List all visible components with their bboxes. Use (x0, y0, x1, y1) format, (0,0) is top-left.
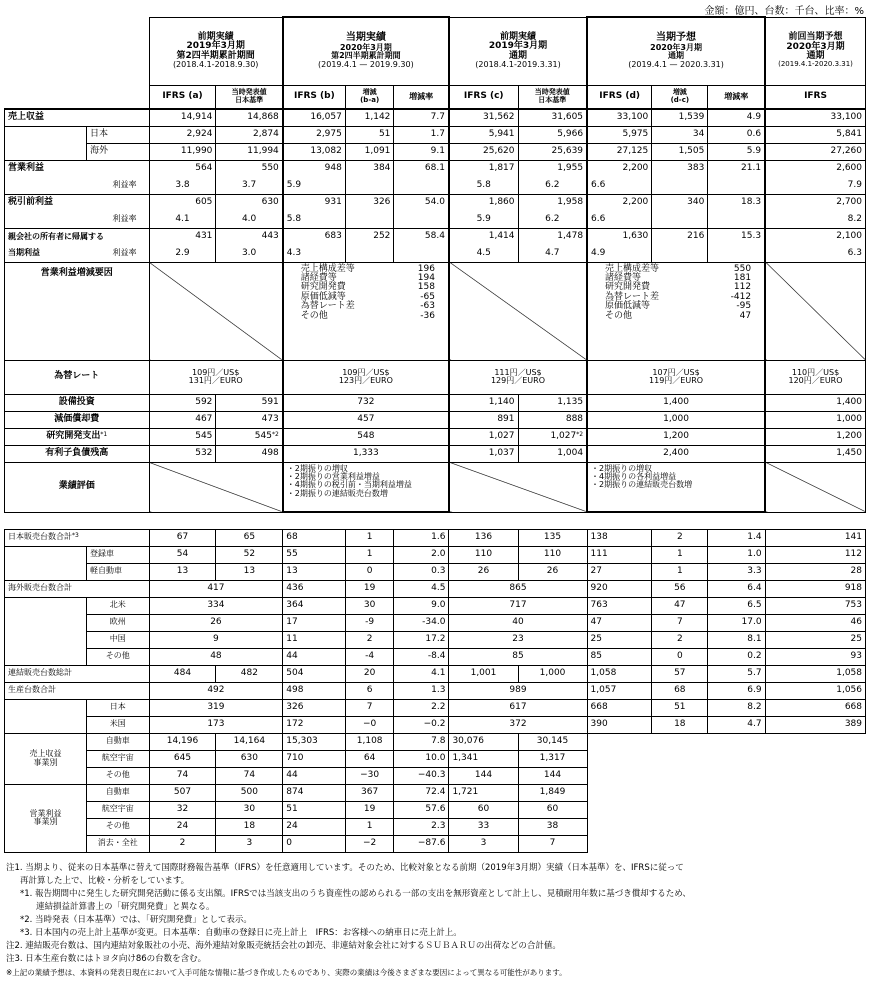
row-op: 営業利益 564 550 948 384 68.1 1,817 1,955 2,200 383 21.1 2,600 (5, 160, 866, 177)
row-na: 北米 334 364 30 9.0 717 763 47 6.5 753 (5, 597, 866, 614)
header-current-half: 当期実績 2020年3月期 第2四半期累計期間 (2019.4.1 — 2019.9.30) (283, 17, 449, 85)
row-seg-op-auto: 営業利益 事業別 自動車 507 500 874 367 72.4 1,721 1,849 (5, 784, 866, 801)
row-jp-total: 日本販売台数合計$^{*3}$ 67 65 68 1 1.6 136 135 138 2 1.4 141 (5, 529, 866, 546)
row-pretax-margin: 利益率 4.1 4.0 5.8 5.9 6.2 6.6 8.2 (5, 211, 866, 228)
note-2: 注2. 連結販売台数は、国内連結対象販社の小売、海外連結対象販売統括会社の卸売、非連結対象会社に対するＳＵＢＡＲＵの出荷などの合計値。 (6, 941, 561, 951)
col-ifrs-e: IFRS (765, 85, 865, 109)
row-seg-sales-aero: 航空宇宙 645 630 710 64 10.0 1,341 1,317 (5, 750, 866, 767)
col-ifrs-d: IFRS (d) (587, 85, 652, 109)
note-star2: *2. 当時発表（日本基準）では、「研究開発費」として表示。 (20, 915, 252, 925)
col-prev-jgaap-a: 当時発表値 日本基準 (216, 85, 283, 109)
row-seg-op-elim: 消去・全社 2 3 0 −2 −87.6 3 7 (5, 835, 866, 852)
row-seg-sales-auto: 売上収益 事業別 自動車 14,196 14,164 15,303 1,108 7.8 30,076 30,145 (5, 733, 866, 750)
header-prev-half: 前期実績 2019年3月期 第2四半期累計期間 (2018.4.1-2018.9.30) (149, 17, 283, 85)
row-fx: 為替レート 109円／US$ 131円／EURO 109円／US$ 123円／EURO 111円／US$ 129円／EURO 107円／US$ 119円／EURO 110円／US$ 120円／EURO (5, 360, 866, 394)
col-prev-jgaap-c: 当時発表値 日本基準 (518, 85, 587, 109)
eval-half: ・2期振りの増収 ・2期振りの営業利益増益 ・4期振りの税引前・当期利益増益 ・2期振りの連結販売台数増 (283, 462, 449, 512)
row-op-factors: 営業利益増減要因 売上構成差等 196 諸経費等 194 研究開発費 158 原価低減等 -65 為替レート差 -63 その他 -36 売上構成差等 550 諸経費等 181 研究開発費 112 為替レート差 -412 原価低減等 -95 その他 47 (5, 262, 866, 360)
row-seg-op-aero: 航空宇宙 32 30 51 19 57.6 60 60 (5, 801, 866, 818)
row-pretax: 税引前利益 605 630 931 326 54.0 1,860 1,958 2,200 340 18.3 2,700 (5, 194, 866, 211)
row-capex: 設備投資 592 591 732 1,140 1,135 1,400 1,400 (5, 394, 866, 411)
row-cn: 中国 9 11 2 17.2 23 25 2 8.1 25 (5, 631, 866, 648)
col-ifrs-b: IFRS (b) (283, 85, 346, 109)
note-3: 注3. 日本生産台数にはトヨタ向け86の台数を含む。 (6, 954, 207, 964)
row-seg-sales-other: その他 74 74 44 −30 −40.3 144 144 (5, 767, 866, 784)
row-registered: 登録車 54 52 55 1 2.0 110 110 111 1 1.0 112 (5, 546, 866, 563)
row-net-margin: 当期利益 利益率 2.9 3.0 4.3 4.5 4.7 4.9 6.3 (5, 245, 866, 262)
row-ov-total: 海外販売台数合計 417 436 19 4.5 865 920 56 6.4 918 (5, 580, 866, 597)
header-prev-full: 前期実績 2019年3月期 通期 (2018.4.1-2019.3.31) (449, 17, 587, 85)
row-seg-op-other: その他 24 18 24 1 2.3 33 38 (5, 818, 866, 835)
note-star3: *3. 日本国内の売上計上基準が変更。日本基準：自動車の登録日に売上計上 IFRS：お客様への納車日に売上計上。 (20, 928, 462, 938)
row-cons-total: 連結販売台数総計 484 482 504 20 4.1 1,001 1,000 1,058 57 5.7 1,058 (5, 665, 866, 682)
note-1: 注1. 当期より、従来の日本基準に替えて国際財務報告基準（IFRS）を任意適用しています。そのため、比較対象となる前期（2019年3月期）実績（日本基準）を、IFRSに従って (6, 863, 684, 873)
row-prod-jp: 日本 319 326 7 2.2 617 668 51 8.2 668 (5, 699, 866, 716)
note-1-cont: 再計算した上で、比較・分析をしています。 (20, 876, 190, 886)
row-prod-total: 生産台数合計 492 498 6 1.3 989 1,057 68 6.9 1,056 (5, 682, 866, 699)
row-other: その他 48 44 -4 -8.4 85 85 0 0.2 93 (5, 648, 866, 665)
col-ifrs-c: IFRS (c) (449, 85, 518, 109)
header-forecast: 当期予想 2020年3月期 通期 (2019.4.1 — 2020.3.31) (587, 17, 765, 85)
row-dep: 減価償却費 467 473 457 891 888 1,000 1,000 (5, 411, 866, 428)
col-ifrs-a: IFRS (a) (149, 85, 216, 109)
header-prev-forecast: 前回当期予想 2020年3月期 通期 (2019.4.1-2020.3.31) (765, 17, 865, 85)
note-star1-cont: 連結損益計算書上の「研究開発費」と異なる。 (36, 902, 215, 912)
col-rate-d: 増減率 (708, 85, 765, 109)
row-eval: 業績評価 ・2期振りの増収 ・2期振りの営業利益増益 ・4期振りの税引前・当期利益増益 ・2期振りの連結販売台数増 ・2期振りの増収 ・4期振りの各利益増益 ・2期振りの連結販売台数増 (5, 462, 866, 512)
row-eu: 欧州 26 17 -9 -34.0 40 47 7 17.0 46 (5, 614, 866, 631)
note-star1: *1. 報告期間中に発生した研究開発活動に係る支出額。IFRSでは当該支出のうち資産性の認められる一部の支出を無形資産として計上し、見積耐用年数に基づき償却するため、 (20, 889, 691, 899)
row-mini: 軽自動車 13 13 13 0 0.3 26 26 27 1 3.3 28 (5, 563, 866, 580)
op-factors-half: 売上構成差等 196 諸経費等 194 研究開発費 158 原価低減等 -65 為替レート差 -63 その他 -36 (283, 262, 449, 360)
row-rd: 研究開発支出$^{*1}$ 545 545$^{*2}$ 548 1,027 1,027$^{*2}$ 1,200 1,200 (5, 428, 866, 445)
note-disclaimer: ※上記の業績予想は、本資料の発表日現在において入手可能な情報に基づき作成したものであり、実際の業績は今後さまざまな要因によって異なる可能性があります。 (6, 968, 567, 977)
footnotes (6, 862, 864, 979)
col-rate-b: 増減率 (394, 85, 449, 109)
row-sales: 売上収益 14,914 14,868 16,057 1,142 7.7 31,562 31,605 33,100 1,539 4.9 33,100 (5, 109, 866, 126)
row-prod-us: 米国 173 172 −0 −0.2 372 390 18 4.7 389 (5, 716, 866, 733)
row-sales-overseas: 海外 11,990 11,994 13,082 1,091 9.1 25,620 25,639 27,125 1,505 5.9 27,260 (5, 143, 866, 160)
financial-summary-table (4, 16, 866, 853)
eval-full: ・2期振りの増収 ・4期振りの各利益増益 ・2期振りの連結販売台数増 (587, 462, 765, 512)
row-net: 親会社の所有者に帰属する 431 443 683 252 58.4 1,414 1,478 1,630 216 15.3 2,100 (5, 228, 866, 245)
row-sales-japan: 日本 2,924 2,874 2,975 51 1.7 5,941 5,966 5,975 34 0.6 5,841 (5, 126, 866, 143)
col-change-ba: 増減 (b-a) (345, 85, 394, 109)
row-debt: 有利子負債残高 532 498 1,333 1,037 1,004 2,400 1,450 (5, 445, 866, 462)
op-factors-full: 売上構成差等 550 諸経費等 181 研究開発費 112 為替レート差 -412 原価低減等 -95 その他 47 (587, 262, 765, 360)
row-op-margin: 利益率 3.8 3.7 5.9 5.8 6.2 6.6 7.9 (5, 177, 866, 194)
col-change-dc: 増減 (d-c) (652, 85, 708, 109)
unit-note: 金額：億円、台数：千台、比率：% (704, 6, 864, 17)
